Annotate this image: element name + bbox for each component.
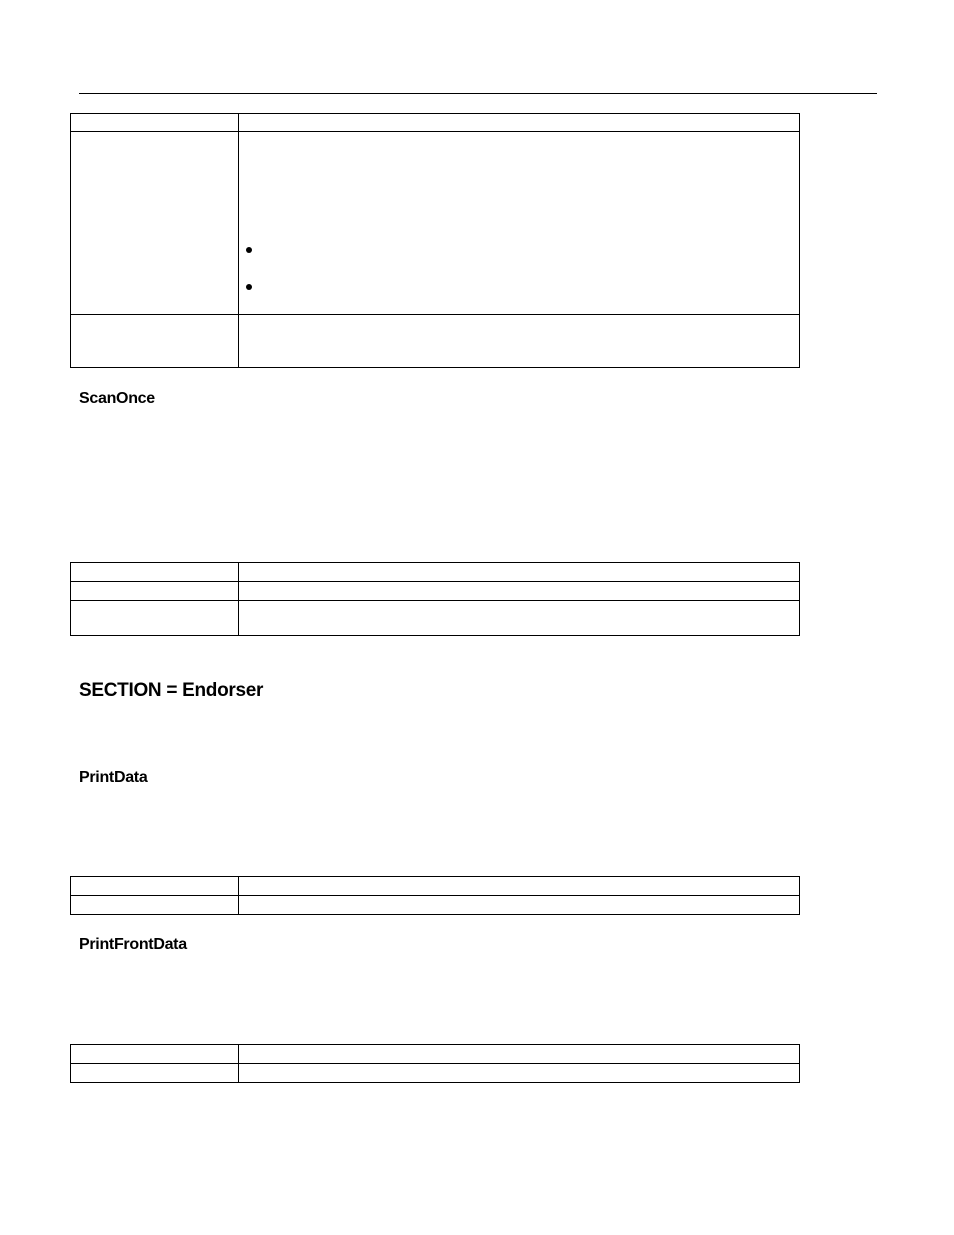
table-row — [71, 877, 800, 896]
parameter-table-2 — [70, 562, 800, 636]
parameter-table-1 — [70, 113, 800, 368]
table-row — [71, 1064, 800, 1083]
table-cell — [239, 877, 800, 896]
parameter-table-4 — [70, 1044, 800, 1083]
table-cell — [71, 877, 239, 896]
table-row — [71, 896, 800, 915]
heading-print-data: PrintData — [79, 769, 148, 786]
table-cell — [71, 563, 239, 582]
table-cell — [239, 114, 800, 132]
table-cell — [239, 896, 800, 915]
table-cell — [239, 132, 800, 315]
table-row — [71, 601, 800, 636]
table-cell — [71, 315, 239, 368]
table-cell — [71, 1045, 239, 1064]
table-cell — [71, 132, 239, 315]
heading-section-endorser: SECTION = Endorser — [79, 680, 264, 701]
table-row — [71, 1045, 800, 1064]
table-row — [71, 563, 800, 582]
table-cell — [71, 1064, 239, 1083]
header-rule — [79, 93, 877, 94]
table-cell — [239, 582, 800, 601]
bullet-point — [246, 247, 252, 253]
heading-scan-once: ScanOnce — [79, 390, 155, 407]
table-row — [71, 582, 800, 601]
table-cell — [239, 315, 800, 368]
table-cell — [71, 582, 239, 601]
table-cell — [71, 896, 239, 915]
table-row — [71, 132, 800, 315]
table-cell — [239, 1045, 800, 1064]
parameter-table-3 — [70, 876, 800, 915]
table-row — [71, 114, 800, 132]
table-cell — [239, 563, 800, 582]
heading-print-front-data: PrintFrontData — [79, 936, 187, 953]
table-cell — [71, 114, 239, 132]
table-cell — [239, 1064, 800, 1083]
bullet-point — [246, 284, 252, 290]
table-cell — [71, 601, 239, 636]
table-row — [71, 315, 800, 368]
table-cell — [239, 601, 800, 636]
